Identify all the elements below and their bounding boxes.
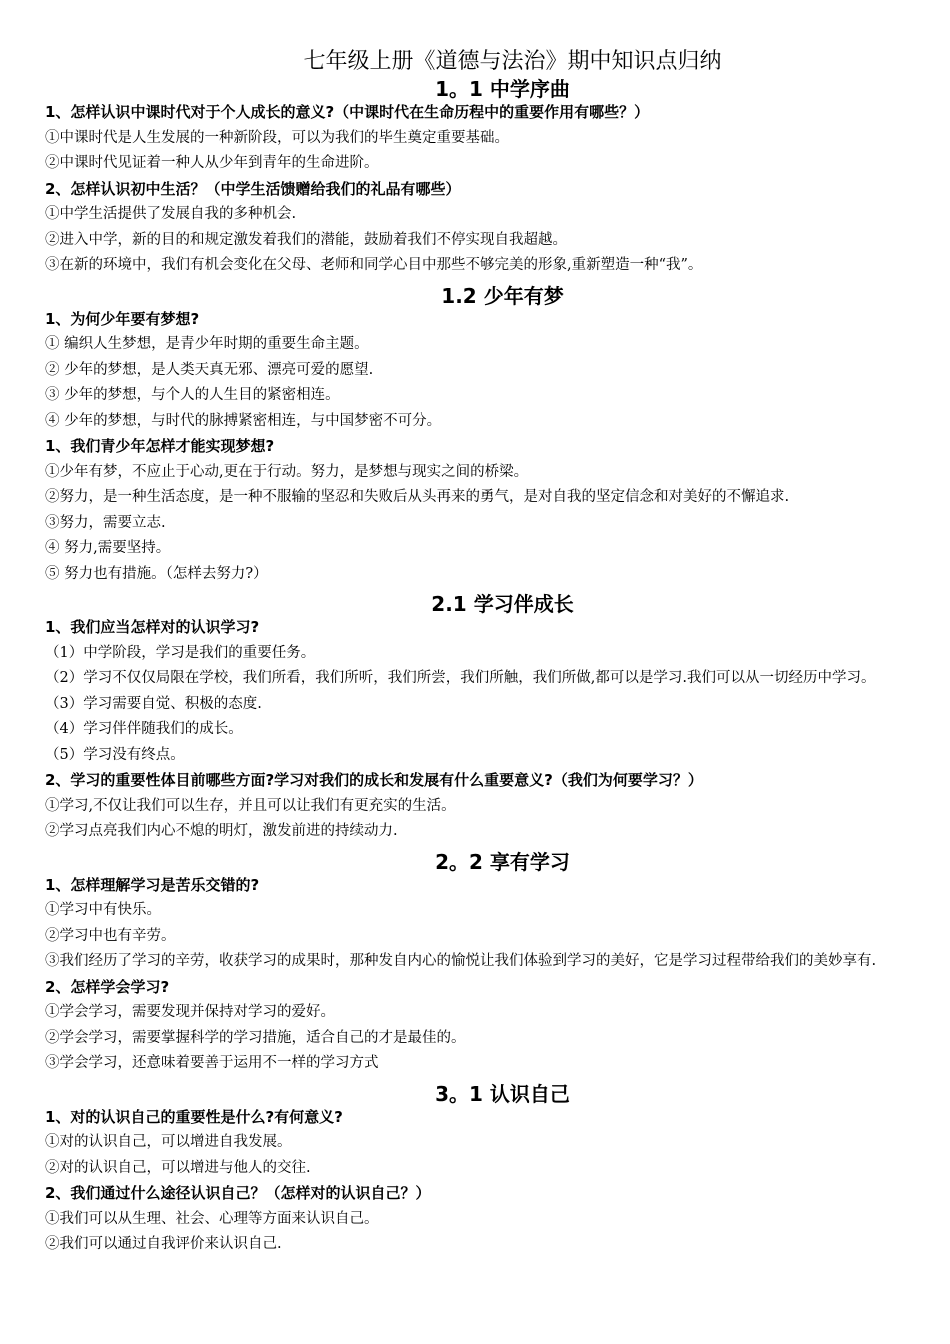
answer-line: ①少年有梦，不应止于心动,更在于行动。努力，是梦想与现实之间的桥梁。 bbox=[45, 463, 529, 480]
question-heading: 1、为何少年要有梦想? bbox=[45, 309, 200, 328]
answer-line: ②学会学习，需要掌握科学的学习措施，适合自己的才是最佳的。 bbox=[45, 1029, 466, 1046]
answer-line: ②中课时代见证着一种人从少年到青年的生命进阶。 bbox=[45, 155, 379, 171]
question-heading: 2、怎样认识初中生活？（中学生活馈赠给我们的礼品有哪些） bbox=[45, 179, 461, 198]
answer-line: （2）学习不仅仅局限在学校，我们所看，我们所听，我们所尝，我们所触，我们所做,都可以是学习.我们可以从一切经历中学习。 bbox=[45, 670, 876, 686]
question-heading: 1、我们应当怎样对的认识学习? bbox=[45, 618, 260, 636]
section-heading: 2.1 学习伴成长 bbox=[431, 592, 574, 616]
answer-line: （4）学习伴伴随我们的成长。 bbox=[45, 721, 243, 737]
section-heading: 1.2 少年有梦 bbox=[441, 283, 564, 308]
answer-line: ②努力，是一种生活态度，是一种不服输的坚忍和失败后从头再来的勇气，是对自我的坚定信念和对美好的不懈追求. bbox=[45, 489, 790, 505]
answer-line: ①对的认识自己，可以增进自我发展。 bbox=[45, 1134, 292, 1150]
section-heading: 3。1 认识自己 bbox=[435, 1081, 570, 1106]
answer-line: （1）中学阶段，学习是我们的重要任务。 bbox=[45, 644, 316, 661]
answer-line: ① 编织人生梦想，是青少年时期的重要生命主题。 bbox=[45, 336, 369, 352]
question-heading: 2、我们通过什么途径认识自己？（怎样对的认识自己？） bbox=[45, 1184, 431, 1202]
answer-line: ①中学生活提供了发展自我的多种机会. bbox=[45, 206, 297, 222]
answer-line: ①我们可以从生理、社会、心理等方面来认识自己。 bbox=[45, 1210, 379, 1227]
answer-line: ③学会学习，还意味着要善于运用不一样的学习方式 bbox=[45, 1055, 379, 1071]
answer-line: ②学习中也有辛劳。 bbox=[45, 927, 176, 944]
answer-line: ②对的认识自己，可以增进与他人的交往. bbox=[45, 1159, 311, 1176]
question-heading: 1、怎样认识中课时代对于个人成长的意义?（中课时代在生命历程中的重要作用有哪些？） bbox=[45, 103, 650, 121]
answer-line: ③我们经历了学习的辛劳，收获学习的成果时，那种发自内心的愉悦让我们体验到学习的美好，它是学习过程带给我们的美妙享有. bbox=[45, 953, 877, 969]
answer-line: ②学习点亮我们内心不熄的明灯，激发前进的持续动力. bbox=[45, 823, 398, 839]
section-heading: 2。2 享有学习 bbox=[435, 849, 570, 874]
document-content bbox=[45, 78, 910, 1258]
answer-line: ①学习,不仅让我们可以生存，并且可以让我们有更充实的生活。 bbox=[45, 797, 456, 814]
document-title: 七年级上册《道德与法治》期中知识点归纳 bbox=[303, 49, 722, 74]
answer-line: （5）学习没有终点。 bbox=[45, 746, 185, 763]
answer-line: ④ 少年的梦想，与时代的脉搏紧密相连，与中国梦密不可分。 bbox=[45, 412, 442, 429]
question-heading: 2、怎样学会学习? bbox=[45, 977, 170, 996]
question-heading: 1、怎样理解学习是苦乐交错的? bbox=[45, 875, 260, 894]
question-heading: 1、对的认识自己的重要性是什么?有何意义? bbox=[45, 1107, 343, 1126]
answer-line: ③在新的环境中，我们有机会变化在父母、老师和同学心目中那些不够完美的形象,重新塑造一种“我”。 bbox=[45, 257, 703, 273]
answer-line: ⑤ 努力也有措施。（怎样去努力?） bbox=[45, 565, 268, 582]
answer-line: ③ 少年的梦想，与个人的人生目的紧密相连。 bbox=[45, 387, 340, 403]
answer-line: ②进入中学，新的目的和规定激发着我们的潜能，鼓励着我们不停实现自我超越。 bbox=[45, 231, 567, 248]
section-heading: 1。1 中学序曲 bbox=[435, 77, 570, 101]
question-heading: 2、学习的重要性体目前哪些方面?学习对我们的成长和发展有什么重要意义?（我们为何要学习？） bbox=[45, 771, 703, 789]
answer-line: ③努力，需要立志. bbox=[45, 514, 166, 531]
answer-line: （3）学习需要自觉、积极的态度. bbox=[45, 695, 262, 712]
answer-line: ② 少年的梦想，是人类天真无邪、漂亮可爱的愿望. bbox=[45, 361, 374, 378]
answer-line: ①学会学习，需要发现并保持对学习的爱好。 bbox=[45, 1004, 335, 1020]
answer-line: ①学习中有快乐。 bbox=[45, 902, 161, 918]
answer-line: ④ 努力,需要坚持。 bbox=[45, 540, 171, 556]
answer-line: ②我们可以通过自我评价来认识自己. bbox=[45, 1236, 282, 1252]
answer-line: ①中课时代是人生发展的一种新阶段，可以为我们的毕生奠定重要基础。 bbox=[45, 129, 509, 146]
question-heading: 1、我们青少年怎样才能实现梦想? bbox=[45, 437, 275, 455]
